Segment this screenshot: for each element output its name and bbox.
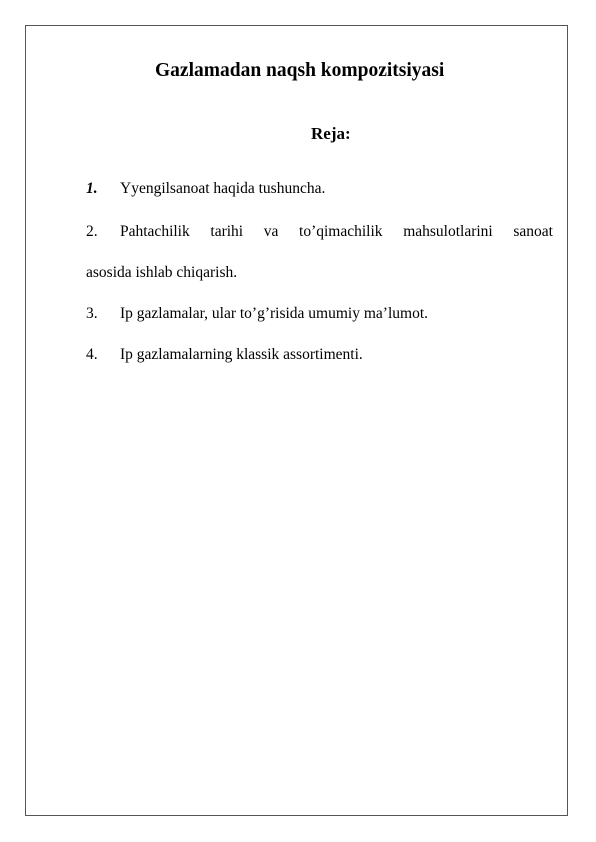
plan-item-number: 1. — [86, 180, 98, 197]
plan-heading: Reja: — [311, 124, 351, 143]
page-border — [25, 25, 568, 816]
plan-item-text: Ip gazlamalar, ular to’g’risida umumiy ma’lumot. — [120, 305, 428, 322]
plan-item-number: 3. — [86, 305, 98, 322]
plan-item-text: Pahtachilik tarihi va to’qimachilik mahsulotlarini sanoat — [120, 223, 553, 240]
document-title: Gazlamadan naqsh kompozitsiyasi — [155, 60, 445, 81]
plan-item-text: Ip gazlamalarning klassik assortimenti. — [120, 346, 363, 363]
plan-item-number: 4. — [86, 346, 98, 363]
plan-item-text: Yyengilsanoat haqida tushuncha. — [120, 180, 326, 197]
plan-item-number: 2. — [86, 223, 98, 240]
plan-item-continuation: asosida ishlab chiqarish. — [86, 264, 238, 281]
